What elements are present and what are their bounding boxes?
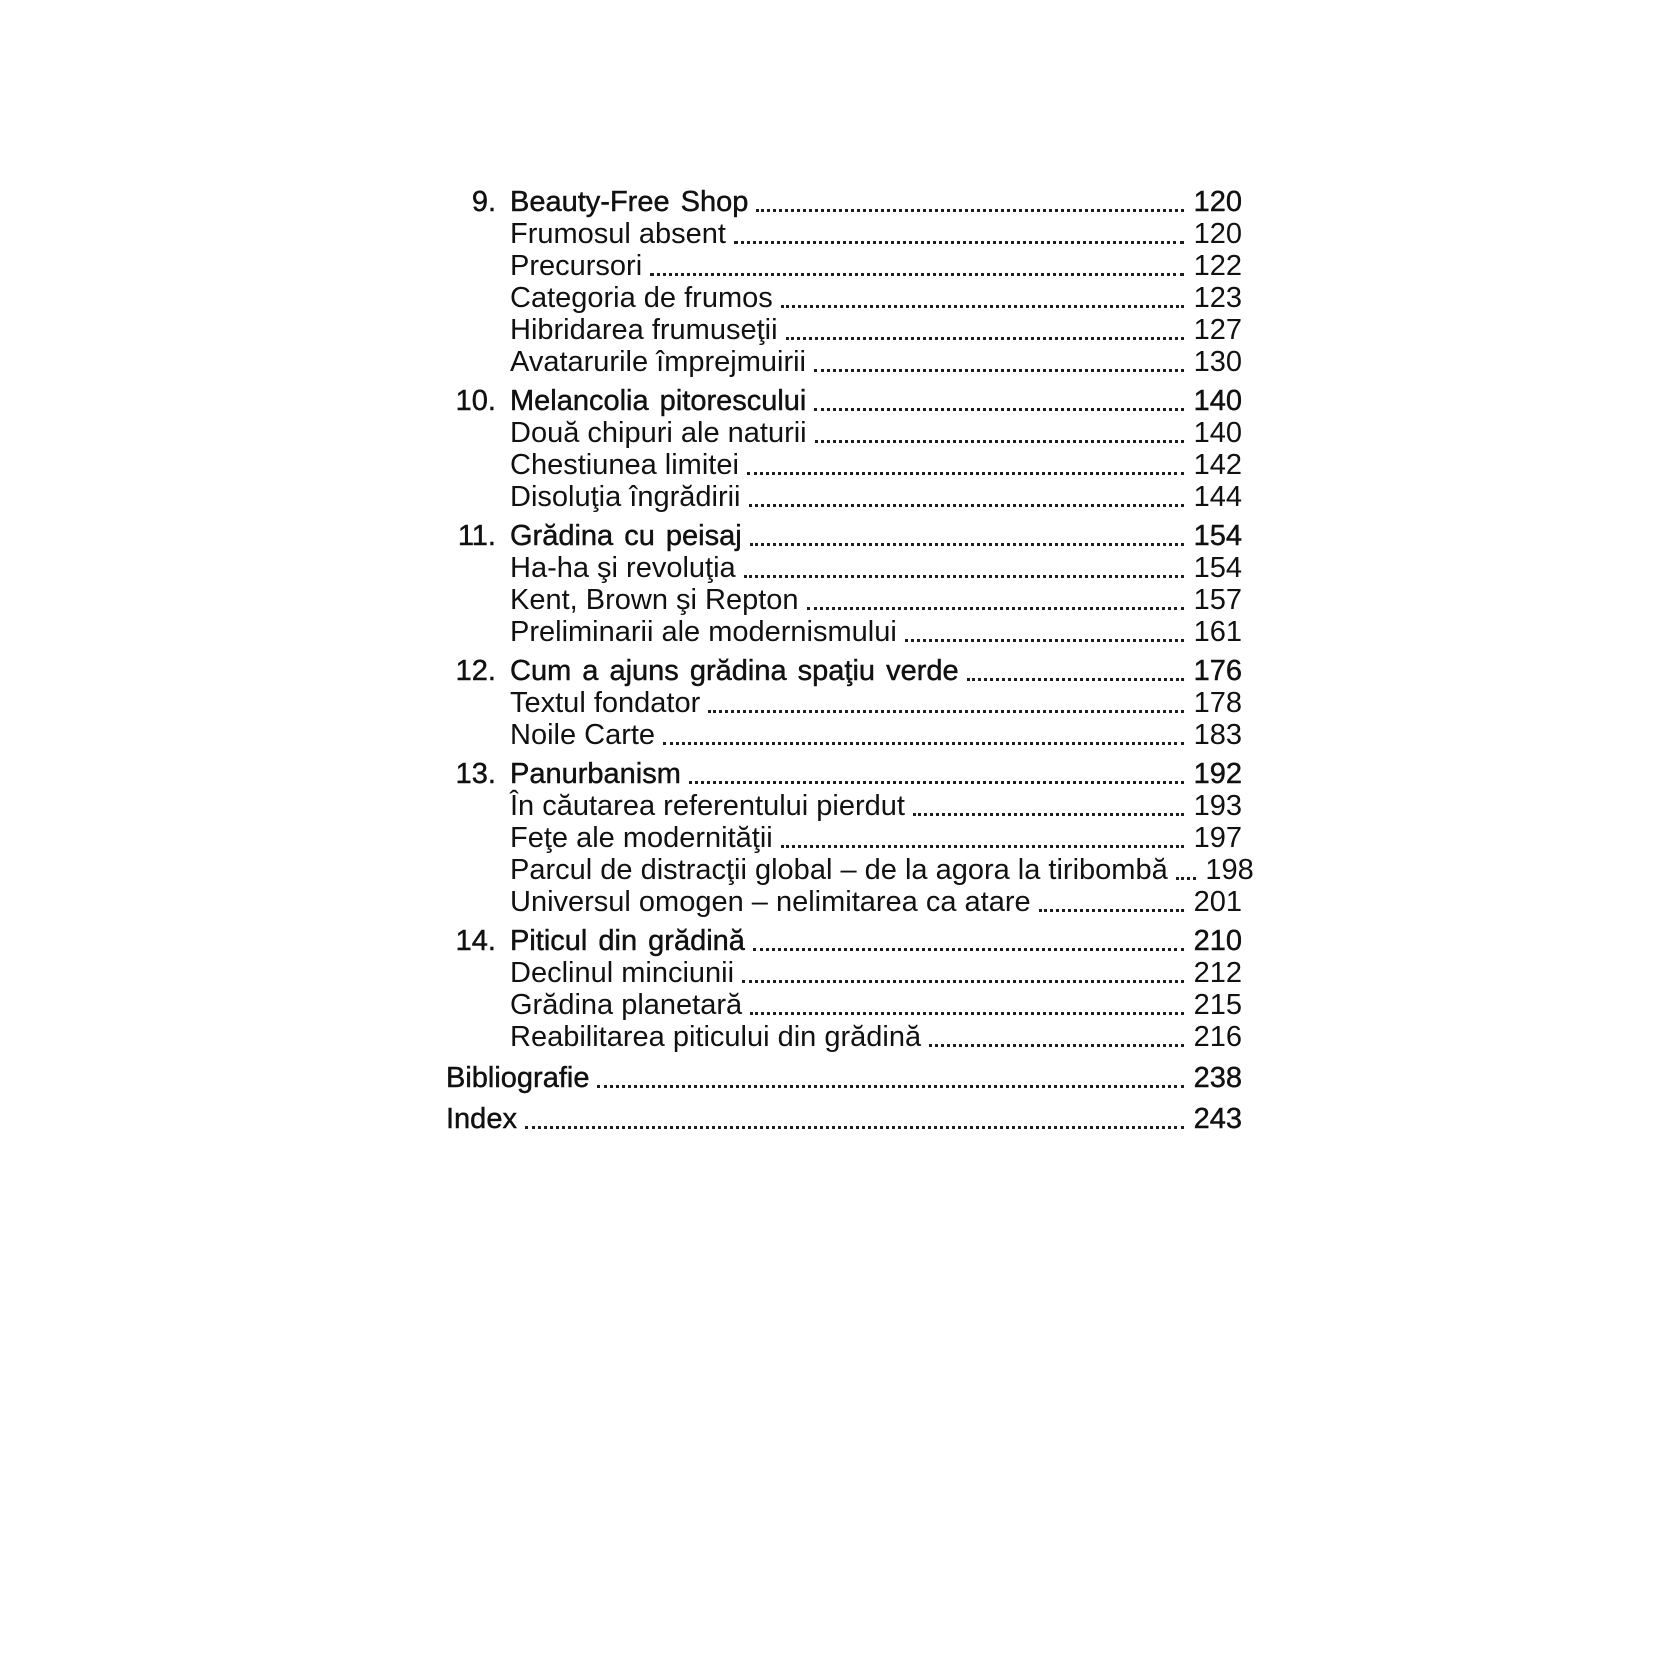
backmatter-title: Bibliografie bbox=[446, 1062, 590, 1094]
toc-backmatter-row bbox=[446, 1062, 1242, 1094]
dot-leader bbox=[929, 1044, 1184, 1047]
toc-chapter-row bbox=[446, 520, 1242, 552]
toc-subitem-row bbox=[446, 481, 1242, 513]
page-number: 154 bbox=[1193, 552, 1242, 584]
backmatter-title: Index bbox=[446, 1103, 517, 1135]
dot-leader bbox=[814, 408, 1184, 411]
chapter-number: 14. bbox=[455, 925, 496, 957]
toc-backmatter-row bbox=[446, 1103, 1242, 1135]
dot-leader bbox=[663, 742, 1184, 745]
subitem-title: Noile Carte bbox=[510, 719, 656, 751]
toc-subitem-row bbox=[446, 854, 1254, 886]
subitem-title: Două chipuri ale naturii bbox=[510, 417, 807, 449]
dot-leader bbox=[1176, 877, 1196, 880]
subitem-title: Declinul minciunii bbox=[510, 957, 735, 989]
page-number: 140 bbox=[1193, 417, 1242, 449]
dot-leader bbox=[525, 1126, 1184, 1129]
dot-leader bbox=[1039, 909, 1184, 912]
toc-subitem-row bbox=[446, 417, 1242, 449]
dot-leader bbox=[742, 980, 1184, 983]
page-number: 161 bbox=[1193, 616, 1242, 648]
chapter-number: 11. bbox=[457, 520, 496, 552]
subitem-title: Hibridarea frumuseţii bbox=[510, 314, 778, 346]
dot-leader bbox=[781, 845, 1184, 848]
page-number: 176 bbox=[1193, 655, 1242, 687]
toc-subitem-row bbox=[446, 449, 1242, 481]
subitem-title: Precursori bbox=[510, 250, 643, 282]
dot-leader bbox=[756, 209, 1184, 212]
page-number: 122 bbox=[1193, 250, 1242, 282]
toc-subitem-row bbox=[446, 314, 1242, 346]
page-number: 192 bbox=[1193, 758, 1242, 790]
toc-chapter-row bbox=[446, 925, 1242, 957]
toc-subitem-row bbox=[446, 346, 1242, 378]
page-number: 157 bbox=[1193, 584, 1242, 616]
page-number: 120 bbox=[1193, 218, 1242, 250]
subitem-title: Reabilitarea piticului din grădină bbox=[510, 1021, 922, 1053]
dot-leader bbox=[807, 607, 1184, 610]
page-number: 127 bbox=[1193, 314, 1242, 346]
chapter-number: 13. bbox=[455, 758, 496, 790]
toc-subitem-row bbox=[446, 886, 1242, 918]
dot-leader bbox=[750, 543, 1184, 546]
chapter-title: Piticul din grădină bbox=[510, 925, 745, 957]
dot-leader bbox=[650, 273, 1184, 276]
toc-subitem-row bbox=[446, 584, 1242, 616]
toc-chapter-row bbox=[446, 385, 1242, 417]
page-number: 216 bbox=[1193, 1021, 1242, 1053]
dot-leader bbox=[815, 440, 1184, 443]
chapter-title: Cum a ajuns grădina spaţiu verde bbox=[510, 655, 959, 687]
dot-leader bbox=[967, 678, 1184, 681]
subitem-title: Frumosul absent bbox=[510, 218, 726, 250]
toc-subitem-row bbox=[446, 282, 1242, 314]
subitem-title: Disoluţia îngrădirii bbox=[510, 481, 741, 513]
page-number: 178 bbox=[1193, 687, 1242, 719]
dot-leader bbox=[753, 948, 1184, 951]
toc-subitem-row bbox=[446, 218, 1242, 250]
page-number: 193 bbox=[1193, 790, 1242, 822]
page-number: 197 bbox=[1193, 822, 1242, 854]
page-number: 130 bbox=[1193, 346, 1242, 378]
page-number: 154 bbox=[1193, 520, 1242, 552]
toc-subitem-row bbox=[446, 250, 1242, 282]
dot-leader bbox=[781, 305, 1184, 308]
toc-subitem-row bbox=[446, 1021, 1242, 1053]
subitem-title: Grădina planetară bbox=[510, 989, 743, 1021]
page-number: 210 bbox=[1193, 925, 1242, 957]
toc-subitem-row bbox=[446, 687, 1242, 719]
subitem-title: Chestiunea limitei bbox=[510, 449, 739, 481]
chapter-number: 10. bbox=[455, 385, 496, 417]
page-number: 123 bbox=[1193, 282, 1242, 314]
chapter-title: Grădina cu peisaj bbox=[510, 520, 742, 552]
dot-leader bbox=[744, 575, 1184, 578]
toc-chapter-row bbox=[446, 186, 1242, 218]
chapter-number: 12. bbox=[455, 655, 496, 687]
subitem-title: Feţe ale modernităţii bbox=[510, 822, 773, 854]
dot-leader bbox=[749, 504, 1185, 507]
toc-subitem-row bbox=[446, 719, 1242, 751]
page-number: 215 bbox=[1193, 989, 1242, 1021]
toc-chapter-row bbox=[446, 758, 1242, 790]
subitem-title: Universul omogen – nelimitarea ca atare bbox=[510, 886, 1031, 918]
toc-subitem-row bbox=[446, 616, 1242, 648]
toc-chapter-row bbox=[446, 655, 1242, 687]
chapter-title: Panurbanism bbox=[510, 758, 681, 790]
dot-leader bbox=[750, 1012, 1184, 1015]
page-number: 142 bbox=[1193, 449, 1242, 481]
dot-leader bbox=[747, 472, 1184, 475]
page-number: 120 bbox=[1193, 186, 1242, 218]
subitem-title: În căutarea referentului pierdut bbox=[510, 790, 905, 822]
dot-leader bbox=[689, 781, 1184, 784]
dot-leader bbox=[905, 639, 1184, 642]
page-number: 140 bbox=[1193, 385, 1242, 417]
chapter-number: 9. bbox=[471, 186, 496, 218]
page-number: 144 bbox=[1193, 481, 1242, 513]
chapter-title: Beauty-Free Shop bbox=[510, 186, 749, 218]
dot-leader bbox=[786, 337, 1184, 340]
subitem-title: Preliminarii ale modernismului bbox=[510, 616, 897, 648]
subitem-title: Ha-ha şi revoluţia bbox=[510, 552, 736, 584]
page-number: 183 bbox=[1193, 719, 1242, 751]
page-number: 243 bbox=[1193, 1103, 1242, 1135]
page-number: 201 bbox=[1193, 886, 1242, 918]
page-number: 212 bbox=[1193, 957, 1242, 989]
subitem-title: Categoria de frumos bbox=[510, 282, 773, 314]
table-of-contents bbox=[446, 186, 1254, 1135]
chapter-title: Melancolia pitorescului bbox=[510, 385, 807, 417]
subitem-title: Kent, Brown şi Repton bbox=[510, 584, 799, 616]
toc-subitem-row bbox=[446, 989, 1242, 1021]
subitem-title: Parcul de distracţii global – de la agora la tiribombă bbox=[510, 854, 1168, 886]
toc-subitem-row bbox=[446, 552, 1242, 584]
dot-leader bbox=[814, 369, 1184, 372]
page-number: 238 bbox=[1193, 1062, 1242, 1094]
toc-subitem-row bbox=[446, 822, 1242, 854]
dot-leader bbox=[913, 813, 1184, 816]
subitem-title: Avatarurile împrejmuirii bbox=[510, 346, 806, 378]
dot-leader bbox=[597, 1085, 1184, 1088]
page-number: 198 bbox=[1205, 854, 1254, 886]
subitem-title: Textul fondator bbox=[510, 687, 701, 719]
dot-leader bbox=[708, 710, 1184, 713]
toc-subitem-row bbox=[446, 957, 1242, 989]
dot-leader bbox=[734, 241, 1184, 244]
toc-subitem-row bbox=[446, 790, 1242, 822]
